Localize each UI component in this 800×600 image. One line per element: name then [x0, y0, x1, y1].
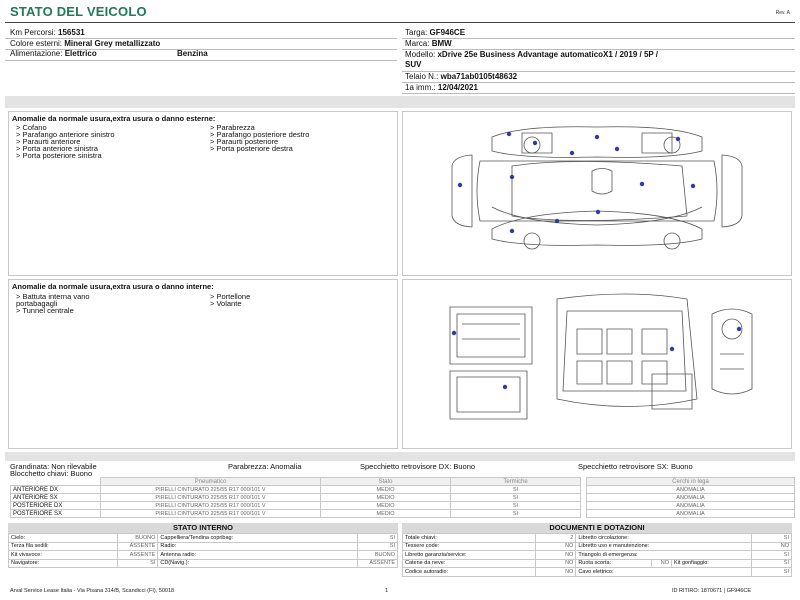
- car-top-view: [452, 127, 742, 249]
- table-row: [11, 486, 795, 494]
- exterior-item: > Paraurti posteriore: [210, 137, 279, 146]
- rim-state: ANOMALIA: [587, 486, 795, 494]
- exterior-item: > Porta posteriore destra: [210, 144, 293, 153]
- label: Kit vivavoce:: [9, 551, 118, 560]
- value: 2: [536, 534, 576, 543]
- alimentazione-field: Alimentazione: Elettrico: [10, 49, 97, 58]
- exterior-item: > Paraurti anteriore: [16, 137, 81, 146]
- documenti-panel: [402, 523, 792, 577]
- divider: [402, 93, 795, 94]
- col-pneumatico: Pneumatico: [101, 478, 321, 486]
- header-divider: [5, 22, 795, 23]
- tyre-model: PIRELLI CINTURATO 225/55 R17 000/101 V: [101, 502, 321, 510]
- blocchetto-status: Blocchetto chiavi: Buono: [10, 469, 93, 478]
- interior-anomalies-box: [8, 279, 398, 449]
- value: SI: [358, 534, 398, 543]
- col-stato: Stato: [321, 478, 451, 486]
- modello-field-cont: SUV: [405, 60, 422, 69]
- value: NO: [752, 542, 792, 551]
- value: ASSENTE: [118, 551, 158, 560]
- parabrezza-status: Parabrezza: Anomalia: [228, 462, 302, 471]
- col-termiche: Termiche: [451, 478, 581, 486]
- value: NO: [536, 551, 576, 560]
- revision-label: Rev. A: [775, 10, 790, 16]
- value: NO: [536, 559, 576, 568]
- alimentazione-field-2: Benzina: [177, 49, 208, 58]
- page-title: STATO DEL VEICOLO: [10, 4, 147, 19]
- table-row: [9, 534, 398, 543]
- value: SI: [752, 568, 792, 577]
- interior-item: > Portellone: [210, 292, 251, 301]
- marca-field: Marca: BMW: [405, 39, 452, 48]
- interior-item: > Battuta interna vano: [16, 292, 90, 301]
- specchietto-sx-status: Specchietto retrovisore SX: Buono: [578, 462, 693, 471]
- label: Triangolo di emergenza:: [576, 551, 752, 560]
- label: Radio:: [158, 542, 358, 551]
- label: Terza fila sedili:: [9, 542, 118, 551]
- section-bar: [5, 96, 795, 108]
- value: SI: [358, 542, 398, 551]
- interior-item: > Volante: [210, 299, 242, 308]
- exterior-item: > Parafango anteriore sinistro: [16, 130, 115, 139]
- value: NO: [652, 559, 672, 568]
- footer-page-number: 1: [385, 588, 389, 594]
- tyre-model: PIRELLI CINTURATO 225/55 R17 000/101 V: [101, 486, 321, 494]
- value: NO: [536, 568, 576, 577]
- label: Cappelliera/Tendina copribag:: [158, 534, 358, 543]
- tyre-position: POSTERIORE DX: [11, 502, 101, 510]
- value: SI: [752, 534, 792, 543]
- rim-state: ANOMALIA: [587, 510, 795, 518]
- rim-state: ANOMALIA: [587, 494, 795, 502]
- stato-interno-title: STATO INTERNO: [8, 523, 398, 533]
- grandinata-status: Grandinata: Non rilevabile: [10, 462, 97, 471]
- car-exterior-diagram: [402, 111, 792, 276]
- tyre-state: MEDIO: [321, 486, 451, 494]
- divider: [402, 38, 795, 39]
- tyre-thermal: SI: [451, 502, 581, 510]
- label: Cielo:: [9, 534, 118, 543]
- table-row: [9, 559, 398, 568]
- interior-item: > Tunnel centrale: [16, 306, 74, 315]
- label: Kit gonfiaggio:: [672, 559, 752, 568]
- car-interior-view: [450, 294, 752, 419]
- table-row: [403, 559, 792, 568]
- documenti-title: DOCUMENTI E DOTAZIONI: [402, 523, 792, 533]
- tyre-position: ANTERIORE DX: [11, 486, 101, 494]
- table-row: [11, 494, 795, 502]
- value: BUONO: [118, 534, 158, 543]
- imm-field: 1a imm.: 12/04/2021: [405, 83, 478, 92]
- exterior-item: > Porta posteriore sinistra: [16, 151, 102, 160]
- exterior-item: > Parafango posteriore destro: [210, 130, 310, 139]
- car-interior-diagram: [402, 279, 792, 449]
- label: Libretto circolazione:: [576, 534, 752, 543]
- divider: [5, 60, 397, 61]
- footer-id: ID RITIRO: 1870671 | GF946CE: [672, 588, 752, 594]
- tyre-state: MEDIO: [321, 494, 451, 502]
- value: SI: [118, 559, 158, 568]
- footer-company: Arval Service Lease Italia - Via Pisana 314/B, Scandicci (FI), 50018: [10, 588, 175, 594]
- rim-state: ANOMALIA: [587, 502, 795, 510]
- value: SI: [752, 551, 792, 560]
- label: Codice autoradio:: [403, 568, 536, 577]
- table-row: [403, 534, 792, 543]
- table-row: [403, 551, 792, 560]
- label: CD(Navig.):: [158, 559, 358, 568]
- stato-interno-panel: [8, 523, 398, 568]
- label: Cavo elettrico:: [576, 568, 752, 577]
- targa-field: Targa: GF946CE: [405, 28, 466, 37]
- table-row: [403, 568, 792, 577]
- tyre-state: MEDIO: [321, 502, 451, 510]
- value: BUONO: [358, 551, 398, 560]
- label: Libretto uso e manutenzione:: [576, 542, 752, 551]
- tyre-model: PIRELLI CINTURATO 225/55 R17 000/101 V: [101, 510, 321, 518]
- col-cerchi: Cerchi in lega: [587, 478, 795, 486]
- table-row: [11, 510, 795, 518]
- table-row: [9, 542, 398, 551]
- table-row: [403, 542, 792, 551]
- value: ASSENTE: [358, 559, 398, 568]
- label: Antenna radio:: [158, 551, 358, 560]
- table-row: [9, 551, 398, 560]
- exterior-item: > Parabrezza: [210, 123, 255, 132]
- tyre-position: POSTERIORE SX: [11, 510, 101, 518]
- tyres-table: [10, 477, 795, 518]
- value: NO: [536, 542, 576, 551]
- label: Navigatore:: [9, 559, 118, 568]
- modello-field: Modello: xDrive 25e Business Advantage automaticoX1 / 2019 / 5P /: [405, 50, 659, 59]
- table-row: [11, 502, 795, 510]
- exterior-item: > Porta anteriore sinistra: [16, 144, 98, 153]
- tyre-state: MEDIO: [321, 510, 451, 518]
- interior-anomalies-title: Anomalie da normale usura,extra usura o danno interne:: [12, 282, 214, 291]
- label: Libretto garanzia/service:: [403, 551, 536, 560]
- label: Ruota scorta:: [576, 559, 652, 568]
- tyre-thermal: SI: [451, 510, 581, 518]
- tyre-thermal: SI: [451, 486, 581, 494]
- colore-field: Colore esterni: Mineral Grey metallizzato: [10, 39, 161, 48]
- value: SI: [752, 559, 792, 568]
- interior-item: portabagagli: [16, 299, 58, 308]
- label: Totale chiavi:: [403, 534, 536, 543]
- exterior-item: > Cofano: [16, 123, 47, 132]
- tyre-model: PIRELLI CINTURATO 225/55 R17 000/101 V: [101, 494, 321, 502]
- telaio-field: Telaio N.: wba71ab0105t48632: [405, 72, 518, 81]
- km-field: Km Percorsi: 156531: [10, 28, 85, 37]
- label: Tessere code:: [403, 542, 536, 551]
- label: Catene da neve:: [403, 559, 536, 568]
- section-bar: [5, 452, 795, 461]
- specchietto-dx-status: Specchietto retrovisore DX: Buono: [360, 462, 476, 471]
- value: ASSENTE: [118, 542, 158, 551]
- exterior-anomalies-title: Anomalie da normale usura,extra usura o danno esterne:: [12, 114, 216, 123]
- tyre-thermal: SI: [451, 494, 581, 502]
- tyre-position: ANTERIORE SX: [11, 494, 101, 502]
